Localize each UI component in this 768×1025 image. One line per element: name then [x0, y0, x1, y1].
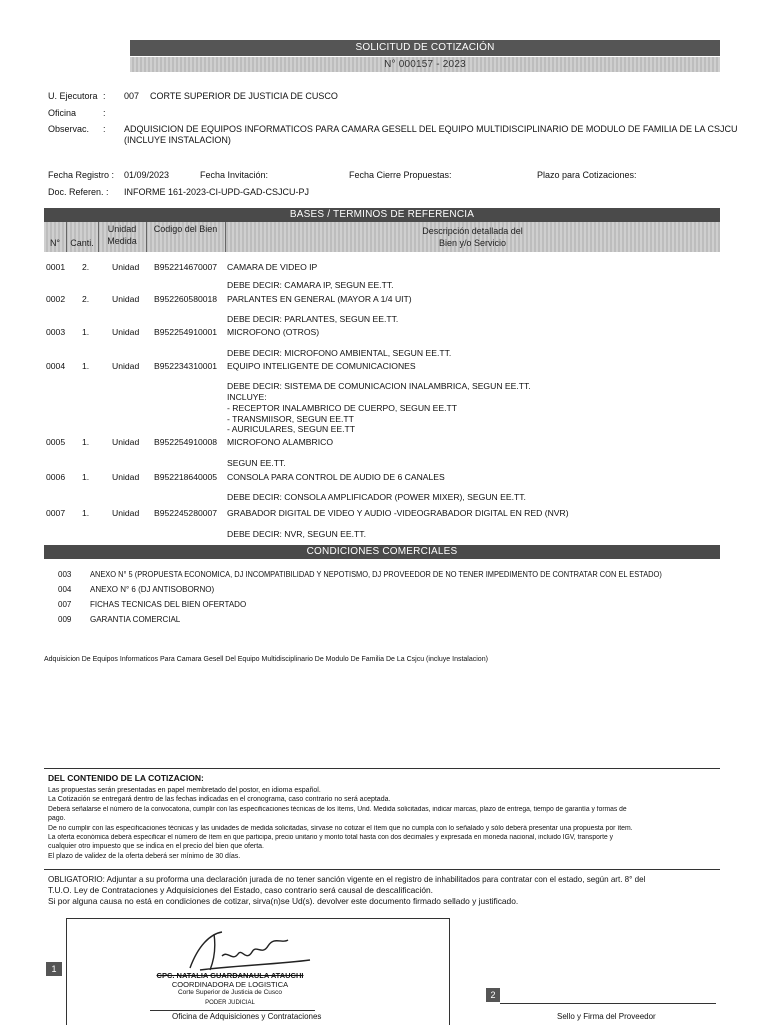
- item-note: DEBE DECIR: MICROFONO AMBIENTAL, SEGUN EE.TT.: [227, 348, 452, 358]
- item-description: PARLANTES EN GENERAL (MAYOR A 1/4 UIT): [227, 294, 412, 304]
- box-marker-2: 2: [486, 988, 500, 1002]
- condicion-text: ANEXO N° 6 (DJ ANTISOBORNO): [90, 585, 215, 594]
- item-note: DEBE DECIR: PARLANTES, SEGUN EE.TT.: [227, 314, 399, 324]
- item-quantity: 1.: [82, 472, 90, 482]
- contenido-lines: [48, 786, 718, 861]
- col-unidad-header: Unidad: [107, 224, 137, 234]
- fecha-registro-label: Fecha Registro :: [48, 170, 115, 180]
- item-number: 0002: [46, 294, 66, 304]
- condicion-text: GARANTIA COMERCIAL: [90, 615, 181, 624]
- official-stamp: [150, 972, 310, 1007]
- contenido-line: La Cotización se entregará dentro de las fechas indicadas en el cronograma, caso contrario no será aceptada.: [48, 796, 391, 804]
- item-description: MICROFONO ALAMBRICO: [227, 437, 333, 447]
- obligatorio-line: T.U.O. Ley de Contrataciones y Adquisiciones del Estado, caso contrario será causal de descalificación.: [48, 885, 433, 895]
- item-unit: Unidad: [112, 472, 140, 482]
- item-quantity: 1.: [82, 361, 90, 371]
- condiciones-title: CONDICIONES COMERCIALES: [44, 545, 720, 559]
- item-unit: Unidad: [112, 437, 140, 447]
- item-quantity: 1.: [82, 327, 90, 337]
- condicion-code: 004: [58, 585, 72, 594]
- item-note: SEGUN EE.TT.: [227, 458, 286, 468]
- observ-line2: (INCLUYE INSTALACION): [124, 135, 231, 145]
- item-note: - AURICULARES, SEGUN EE.TT: [227, 424, 355, 434]
- doc-ref-value: INFORME 161-2023-CI-UPD-GAD-CSJCU-PJ: [124, 187, 310, 197]
- col-medida-header: Medida: [107, 236, 137, 246]
- item-quantity: 2.: [82, 294, 90, 304]
- item-code: B952214670007: [154, 262, 218, 272]
- condicion-code: 007: [58, 600, 72, 609]
- item-unit: Unidad: [112, 294, 140, 304]
- item-description: CONSOLA PARA CONTROL DE AUDIO DE 6 CANALES: [227, 472, 445, 482]
- fecha-registro-value: 01/09/2023: [124, 170, 170, 180]
- col-n-header: N°: [49, 238, 61, 248]
- item-quantity: 2.: [82, 262, 90, 272]
- stamp-role: COORDINADORA DE LOGISTICA: [171, 979, 289, 989]
- bases-title: BASES / TERMINOS DE REFERENCIA: [44, 208, 720, 222]
- col-cant-header: Canti.: [70, 238, 94, 248]
- contenido-line: Deberá señalarse el número de la convocatoria, cumplir con las especificaciones técnicas de los ítems, Und. Medida solicitadas, indicar marcas, plazo de entrega, tiempo de garantía y formas de: [48, 805, 627, 813]
- item-note: DEBE DECIR: CONSOLA AMPLIFICADOR (POWER MIXER), SEGUN EE.TT.: [227, 492, 526, 502]
- stamp-org: Corte Superior de Justicia de Cusco: [177, 989, 283, 996]
- doc-ref-label: Doc. Referen. :: [48, 187, 109, 197]
- ejecutora-label: U. Ejecutora: [48, 91, 98, 101]
- item-unit: Unidad: [112, 262, 140, 272]
- oficina-label: Oficina: [48, 108, 77, 118]
- ejecutora-code: 007: [124, 91, 140, 101]
- item-note: DEBE DECIR: SISTEMA DE COMUNICACION INALAMBRICA, SEGUN EE.TT.: [227, 381, 531, 391]
- item-code: B952260580018: [154, 294, 218, 304]
- stamp-name: CPC. NATALIA GUARDANAULA ATAUCHI: [156, 971, 304, 980]
- colon: :: [103, 108, 106, 118]
- contenido-line: De no cumplir con las especificaciones técnicas y las unidades de medida solicitadas, sírvase no cotizar el ítem que no cumpla con lo señalado y sólo deberá presentar una propuesta por ítem.: [48, 824, 633, 832]
- obligatorio-line: Si por alguna causa no está en condiciones de cotizar, sirva(n)se Ud(s). devolver este documento firmado sellado y justificado.: [48, 896, 519, 906]
- condicion-text: FICHAS TECNICAS DEL BIEN OFERTADO: [90, 600, 247, 609]
- item-description: MICROFONO (OTROS): [227, 327, 320, 337]
- ejecutora-value: CORTE SUPERIOR DE JUSTICIA DE CUSCO: [150, 91, 338, 101]
- summary-text: Adquisicion De Equipos Informaticos Para Camara Gesell Del Equipo Multidisciplinario De Modulo De Familia De La Csjcu (incluye Instalacion): [44, 656, 488, 663]
- item-code: B952218640005: [154, 472, 218, 482]
- stamp-pj: PODER JUDICIAL: [205, 999, 255, 1006]
- item-note: INCLUYE:: [227, 392, 267, 402]
- col-codigo-header: Codigo del Bien: [153, 224, 218, 234]
- document-title: SOLICITUD DE COTIZACIÓN: [130, 40, 720, 56]
- condicion-text: ANEXO N° 5 (PROPUESTA ECONOMICA, DJ INCOMPATIBILIDAD Y NEPOTISMO, DJ PROVEEDOR DE NO TENER IMPEDIMENTO DE CONTRATAR CON EL ESTADO): [90, 570, 662, 579]
- item-code: B952245280007: [154, 508, 218, 518]
- fecha-invitacion-label: Fecha Invitación:: [200, 170, 269, 180]
- item-unit: Unidad: [112, 508, 140, 518]
- item-code: B952234310001: [154, 361, 218, 371]
- contenido-line: cualquier otro impuesto que se indica en el precio del bien que oferta.: [48, 843, 264, 851]
- col-desc-header-2: Bien y/o Servicio: [438, 238, 507, 248]
- plazo-label: Plazo para Cotizaciones:: [537, 170, 637, 180]
- contenido-line: El plazo de validez de la oferta deberá ser mínimo de 30 días.: [48, 852, 241, 860]
- item-note: - TRANSMIISOR, SEGUN EE.TT: [227, 414, 354, 424]
- item-unit: Unidad: [112, 327, 140, 337]
- obligatorio-block: [48, 874, 720, 907]
- box-marker-1: 1: [46, 962, 62, 976]
- item-number: 0007: [46, 508, 66, 518]
- fecha-cierre-label: Fecha Cierre Propuestas:: [349, 170, 452, 180]
- item-quantity: 1.: [82, 508, 90, 518]
- condicion-code: 003: [58, 570, 72, 579]
- signature-graphic: [170, 926, 320, 976]
- document-number: N° 000157 - 2023: [130, 57, 720, 72]
- item-description: EQUIPO INTELIGENTE DE COMUNICACIONES: [227, 361, 416, 371]
- contenido-title: DEL CONTENIDO DE LA COTIZACION:: [48, 773, 204, 783]
- item-number: 0003: [46, 327, 66, 337]
- sello-firma-proveedor: Sello y Firma del Proveedor: [557, 1012, 656, 1021]
- contenido-line: La oferta económica deberá especificar el número de ítem en que participa, precio unitario y monto total hasta con dos decimales y expresada en moneda nacional, incluido IGV, transporte y: [48, 834, 613, 842]
- item-note: DEBE DECIR: CAMARA IP, SEGUN EE.TT.: [227, 280, 394, 290]
- obligatorio-line: OBLIGATORIO: Adjuntar a su proforma una declaración jurada de no tener sanción vigente en el registro de inhabilitados para contratar con el estado, según art. 8° del: [48, 874, 646, 884]
- item-note: - RECEPTOR INALAMBRICO DE CUERPO, SEGUN EE.TT: [227, 403, 457, 413]
- condicion-code: 009: [58, 615, 72, 624]
- item-number: 0004: [46, 361, 66, 371]
- item-number: 0001: [46, 262, 66, 272]
- oficina-adquisiciones: Oficina de Adquisiciones y Contrataciones: [172, 1012, 322, 1021]
- item-code: B952254910001: [154, 327, 218, 337]
- item-quantity: 1.: [82, 437, 90, 447]
- item-description: CAMARA DE VIDEO IP: [227, 262, 318, 272]
- item-number: 0005: [46, 437, 66, 447]
- item-description: GRABADOR DIGITAL DE VIDEO Y AUDIO -VIDEOGRABADOR DIGITAL EN RED (NVR): [227, 508, 569, 518]
- contenido-line: Las propuestas serán presentadas en papel membretado del postor, en idioma español.: [48, 787, 321, 794]
- item-unit: Unidad: [112, 361, 140, 371]
- observ-label: Observac.: [48, 124, 90, 134]
- item-code: B952254910008: [154, 437, 218, 447]
- contenido-line: pago.: [48, 815, 66, 823]
- col-desc-header: Descripción detallada del: [422, 226, 523, 236]
- colon: :: [103, 91, 106, 101]
- observ-line1: ADQUISICION DE EQUIPOS INFORMATICOS PARA CAMARA GESELL DEL EQUIPO MULTIDISCIPLINARIO DE MODULO DE FAMILIA DE LA CSJCU: [124, 124, 738, 134]
- colon: :: [103, 124, 106, 134]
- item-number: 0006: [46, 472, 66, 482]
- item-note: DEBE DECIR: NVR, SEGUN EE.TT.: [227, 529, 366, 539]
